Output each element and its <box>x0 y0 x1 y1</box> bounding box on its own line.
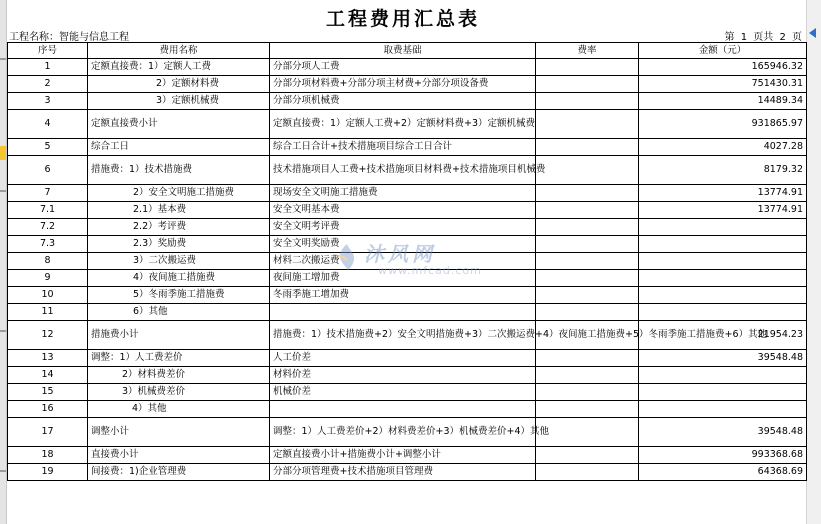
cell-name[interactable]: 2）定额材料费 <box>88 76 270 93</box>
cell-amount[interactable] <box>639 401 807 418</box>
cell-base[interactable]: 安全文明考评费 <box>270 219 536 236</box>
watermark-brand: 沐风网 <box>364 242 436 266</box>
table-row[interactable] <box>8 156 807 185</box>
cell-rate[interactable] <box>536 350 639 367</box>
row-marker <box>0 58 6 60</box>
cell-rate[interactable] <box>536 93 639 110</box>
cell-name[interactable]: 定额直接费：1）定额人工费 <box>88 59 270 76</box>
cell-seq[interactable]: 7.3 <box>8 236 88 253</box>
cell-rate[interactable] <box>536 202 639 219</box>
row-marker <box>0 330 6 332</box>
table-row[interactable] <box>8 139 807 156</box>
cell-rate[interactable] <box>536 110 639 139</box>
cell-rate[interactable] <box>536 76 639 93</box>
cell-amount[interactable]: 13774.91 <box>639 202 807 219</box>
cell-rate[interactable] <box>536 287 639 304</box>
cell-seq[interactable]: 17 <box>8 418 88 447</box>
cell-rate[interactable] <box>536 367 639 384</box>
watermark-url: www.mfcad.com <box>378 264 482 277</box>
cell-seq[interactable]: 1 <box>8 59 88 76</box>
cell-rate[interactable] <box>536 156 639 185</box>
cell-base[interactable]: 机械价差 <box>270 384 536 401</box>
table-row[interactable] <box>8 447 807 464</box>
header-fee-base: 取费基础 <box>270 43 536 59</box>
cell-seq[interactable]: 5 <box>8 139 88 156</box>
cell-rate[interactable] <box>536 384 639 401</box>
cell-base[interactable]: 定额直接费小计+措施费小计+调整小计 <box>270 447 536 464</box>
cell-rate[interactable] <box>536 236 639 253</box>
table-row[interactable] <box>8 321 807 350</box>
cell-amount[interactable] <box>639 304 807 321</box>
report-title: 工程费用汇总表 <box>325 8 480 30</box>
page-indicator: 第 1 页共 2 页 <box>724 32 802 43</box>
cell-base[interactable]: 调整：1）人工费差价+2）材料费差价+3）机械费差价+4）其他 <box>270 418 536 447</box>
cell-rate[interactable] <box>536 464 639 481</box>
cell-rate[interactable] <box>536 401 639 418</box>
table-row[interactable] <box>8 270 807 287</box>
table-row[interactable] <box>8 367 807 384</box>
table-row[interactable] <box>8 110 807 139</box>
cell-seq[interactable]: 10 <box>8 287 88 304</box>
cell-base[interactable]: 冬雨季施工增加费 <box>270 287 536 304</box>
table-row[interactable] <box>8 401 807 418</box>
cell-name[interactable]: 2.3）奖励费 <box>88 236 270 253</box>
cell-name[interactable]: 2.2）考评费 <box>88 219 270 236</box>
cell-amount[interactable] <box>639 219 807 236</box>
vertical-scrollbar[interactable] <box>806 0 821 524</box>
cell-base[interactable]: 措施费：1）技术措施费+2）安全文明措施费+3）二次搬运费+4）夜间施工措施费+5）冬雨季施工措施费+6）其他 <box>270 321 536 350</box>
cell-rate[interactable] <box>536 139 639 156</box>
cell-seq[interactable]: 3 <box>8 93 88 110</box>
cell-amount[interactable] <box>639 236 807 253</box>
table-row[interactable] <box>8 304 807 321</box>
table-row[interactable] <box>8 59 807 76</box>
table-row[interactable] <box>8 464 807 481</box>
cell-name[interactable]: 6）其他 <box>88 304 270 321</box>
cell-seq[interactable]: 7.2 <box>8 219 88 236</box>
cost-summary-table <box>7 42 807 481</box>
table-row[interactable] <box>8 93 807 110</box>
cell-amount[interactable]: 13774.91 <box>639 185 807 202</box>
cell-amount[interactable]: 64368.69 <box>639 464 807 481</box>
header-rate: 费率 <box>536 43 639 59</box>
cell-name[interactable]: 3）二次搬运费 <box>88 253 270 270</box>
cell-amount[interactable] <box>639 287 807 304</box>
cell-seq[interactable]: 8 <box>8 253 88 270</box>
cell-name[interactable]: 4）夜间施工措施费 <box>88 270 270 287</box>
cell-base[interactable]: 综合工日合计+技术措施项目综合工日合计 <box>270 139 536 156</box>
cell-base[interactable]: 安全文明基本费 <box>270 202 536 219</box>
cell-name[interactable]: 间接费：1)企业管理费 <box>88 464 270 481</box>
cell-seq[interactable]: 16 <box>8 401 88 418</box>
cell-amount[interactable] <box>639 270 807 287</box>
cell-amount[interactable]: 8179.32 <box>639 156 807 185</box>
cell-seq[interactable]: 7 <box>8 185 88 202</box>
cell-rate[interactable] <box>536 185 639 202</box>
cell-amount[interactable]: 14489.34 <box>639 93 807 110</box>
cell-amount[interactable]: 21954.23 <box>639 321 807 350</box>
cell-base[interactable]: 材料价差 <box>270 367 536 384</box>
cell-rate[interactable] <box>536 219 639 236</box>
table-row[interactable] <box>8 202 807 219</box>
cell-rate[interactable] <box>536 304 639 321</box>
cell-name[interactable]: 5）冬雨季施工措施费 <box>88 287 270 304</box>
cell-name[interactable]: 4）其他 <box>88 401 270 418</box>
cell-base[interactable]: 技术措施项目人工费+技术措施项目材料费+技术措施项目机械费 <box>270 156 536 185</box>
cell-seq[interactable]: 2 <box>8 76 88 93</box>
cell-name[interactable]: 调整小计 <box>88 418 270 447</box>
cell-name[interactable]: 调整：1）人工费差价 <box>88 350 270 367</box>
cell-seq[interactable]: 13 <box>8 350 88 367</box>
cell-amount[interactable]: 165946.32 <box>639 59 807 76</box>
cell-rate[interactable] <box>536 418 639 447</box>
cell-base[interactable]: 分部分项材料费+分部分项主材费+分部分项设备费 <box>270 76 536 93</box>
cell-rate[interactable] <box>536 447 639 464</box>
cell-seq[interactable]: 9 <box>8 270 88 287</box>
header-cost-name: 费用名称 <box>88 43 270 59</box>
cell-seq[interactable]: 11 <box>8 304 88 321</box>
header-amount: 金额（元） <box>639 43 807 59</box>
cell-name[interactable]: 措施费：1）技术措施费 <box>88 156 270 185</box>
cell-amount[interactable] <box>639 253 807 270</box>
cell-name[interactable]: 综合工日 <box>88 139 270 156</box>
cell-amount[interactable]: 39548.48 <box>639 418 807 447</box>
cell-base[interactable]: 分部分项管理费+技术措施项目管理费 <box>270 464 536 481</box>
cell-base[interactable]: 分部分项人工费 <box>270 59 536 76</box>
cell-seq[interactable]: 7.1 <box>8 202 88 219</box>
table-row[interactable] <box>8 219 807 236</box>
row-header-gutter[interactable] <box>0 0 7 524</box>
cell-rate[interactable] <box>536 59 639 76</box>
cell-seq[interactable]: 18 <box>8 447 88 464</box>
cell-base[interactable]: 安全文明奖励费 <box>270 236 536 253</box>
cell-name[interactable]: 2.1）基本费 <box>88 202 270 219</box>
cell-seq[interactable]: 12 <box>8 321 88 350</box>
cell-base[interactable]: 分部分项机械费 <box>270 93 536 110</box>
cell-base[interactable]: 夜间施工增加费 <box>270 270 536 287</box>
table-row[interactable] <box>8 287 807 304</box>
table-row[interactable] <box>8 76 807 93</box>
cell-base[interactable]: 材料二次搬运费 <box>270 253 536 270</box>
cell-seq[interactable]: 14 <box>8 367 88 384</box>
table-row[interactable] <box>8 185 807 202</box>
cell-seq[interactable]: 6 <box>8 156 88 185</box>
cell-name[interactable]: 定额直接费小计 <box>88 110 270 139</box>
cell-amount[interactable]: 39548.48 <box>639 350 807 367</box>
selected-row-indicator <box>0 146 6 160</box>
cell-base[interactable]: 现场安全文明施工措施费 <box>270 185 536 202</box>
row-marker <box>0 190 6 192</box>
cell-amount[interactable] <box>639 384 807 401</box>
cell-amount[interactable]: 993368.68 <box>639 447 807 464</box>
cell-seq[interactable]: 19 <box>8 464 88 481</box>
cell-name[interactable]: 2）安全文明施工措施费 <box>88 185 270 202</box>
cell-base[interactable]: 人工价差 <box>270 350 536 367</box>
cell-base[interactable] <box>270 401 536 418</box>
cell-amount[interactable]: 931865.97 <box>639 110 807 139</box>
cell-base[interactable]: 定额直接费：1）定额人工费+2）定额材料费+3）定额机械费 <box>270 110 536 139</box>
header-seq: 序号 <box>8 43 88 59</box>
cell-amount[interactable]: 751430.31 <box>639 76 807 93</box>
table-row[interactable] <box>8 350 807 367</box>
collapse-arrow-icon[interactable] <box>809 28 816 38</box>
table-row[interactable] <box>8 418 807 447</box>
cell-name[interactable]: 2）材料费差价 <box>88 367 270 384</box>
cell-name[interactable]: 措施费小计 <box>88 321 270 350</box>
cell-base[interactable] <box>270 304 536 321</box>
row-marker <box>0 470 6 472</box>
table-row[interactable] <box>8 253 807 270</box>
table-row[interactable] <box>8 384 807 401</box>
cell-amount[interactable] <box>639 367 807 384</box>
project-name: 工程名称：智能与信息工程 <box>9 32 129 43</box>
table-row[interactable] <box>8 236 807 253</box>
cell-seq[interactable]: 15 <box>8 384 88 401</box>
cell-name[interactable]: 3）机械费差价 <box>88 384 270 401</box>
cell-rate[interactable] <box>536 253 639 270</box>
table-header-row <box>8 43 807 59</box>
cell-name[interactable]: 直接费小计 <box>88 447 270 464</box>
cell-seq[interactable]: 4 <box>8 110 88 139</box>
cell-rate[interactable] <box>536 270 639 287</box>
cell-amount[interactable]: 4027.28 <box>639 139 807 156</box>
cell-name[interactable]: 3）定额机械费 <box>88 93 270 110</box>
